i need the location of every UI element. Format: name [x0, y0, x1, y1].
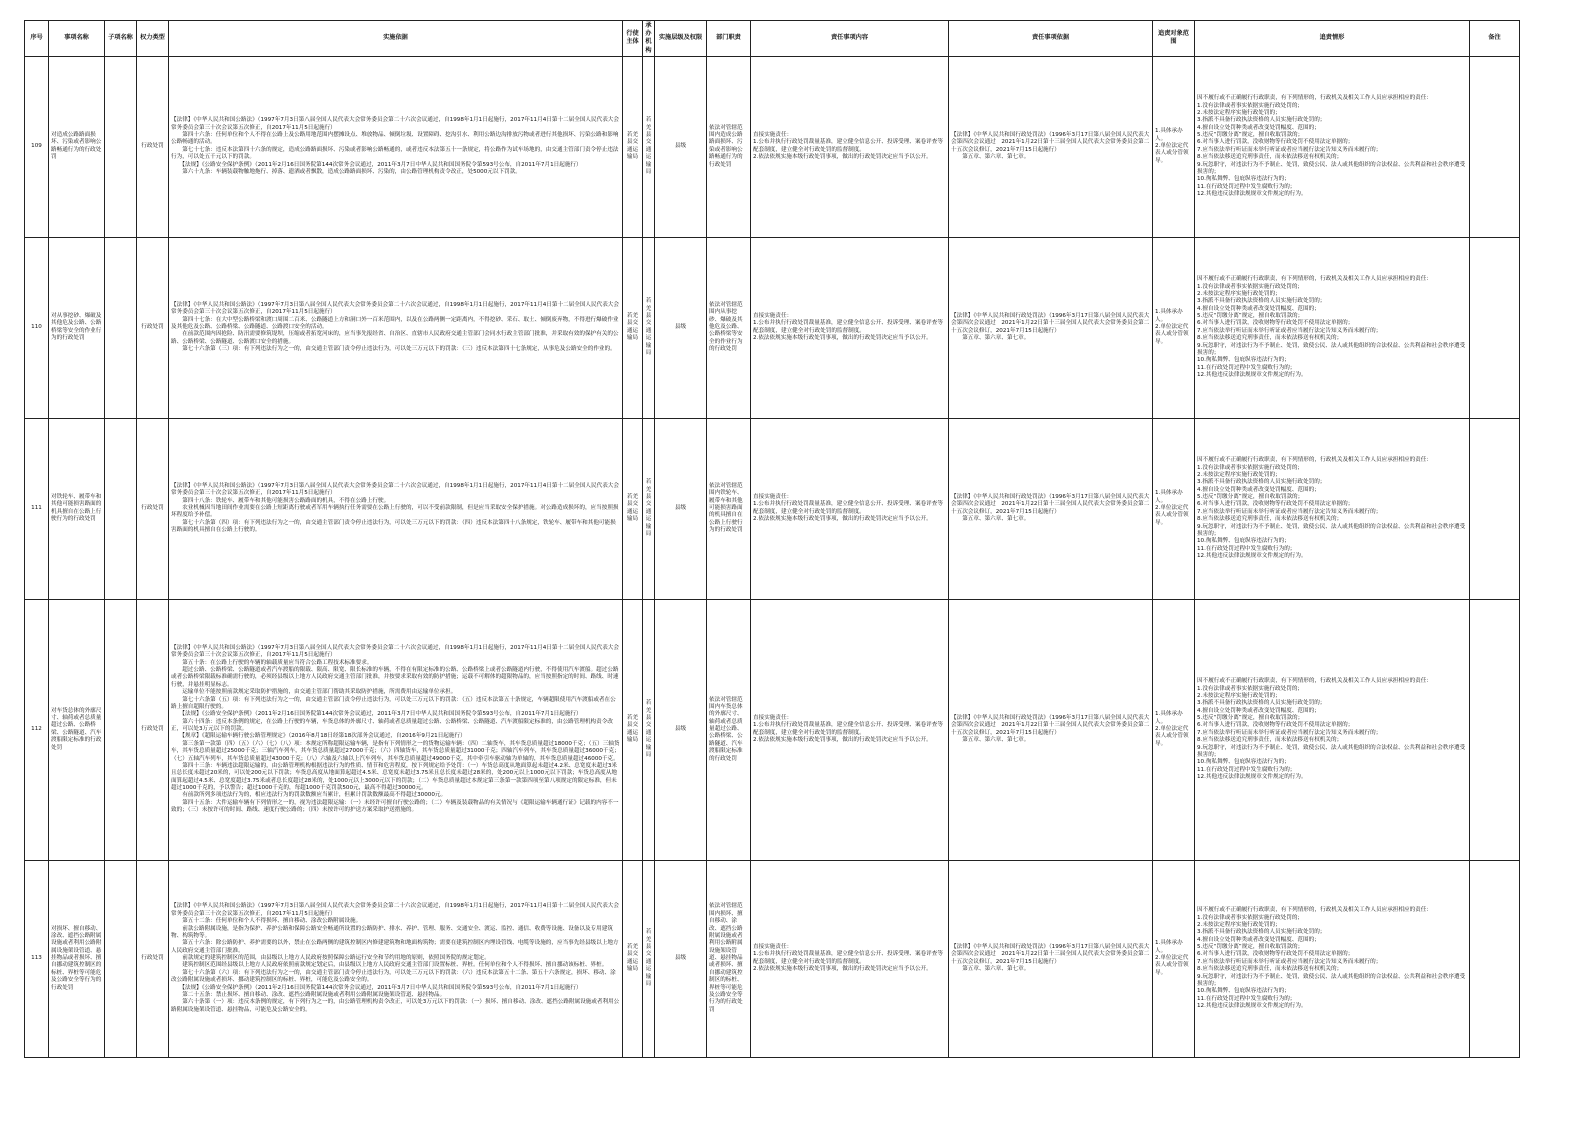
- table-row: [25, 860, 1520, 1057]
- accountability-cases: 因不履行或不正确履行行政职责，有下列情形的，行政机关及相关工作人员应承担相应的责任： 1.没有法律或者事实依据实施行政处罚的； 2.未按法定程序实施行政处罚的； 3.指派不具备行政执法资格的人员实施行政处罚的； 4.擅自设立处罚种类或者改变处罚幅度、范围的； 5.违反“罚缴分离”规定，擅自收取罚款的； 6.对当事人进行罚款，没收财物等行政处罚不使用法定单据的； 7.应当依法举行听证而未举行听证或者应当履行法定告知义务而未履行的； 8.应当依法移送追究刑事责任，而未依法移送有权机关的； 9.玩忽职守，对违法行为不予制止、处罚，致使公民、法人或其他组织的合法权益、公共利益和社会秩序遭受损害的； 10.徇私舞弊、包庇纵容违法行为的； 11.在行政处罚过程中发生腐败行为的； 12.其他违反法律法规规章文件规定的行为。: [1195, 418, 1470, 599]
- item-name: 对铁轮车、履带车和其他可能损害路面的机具擅自在公路上行驶行为的行政处罚: [49, 418, 105, 599]
- legal-basis: 【法律】《中华人民共和国公路法》（1997年7月3日第八届全国人民代表大会常务委员会第二十六次会议通过，自1998年1月1日起施行，2017年11月4日第十二届全国人民代表大会常务委员会第三十次会议第五次修正，自2017年11月5日起施行） 第四十七条：在大中型公路桥梁和渡口周围二百米、公路隧道上方和洞口外一百米范围内，以及在公路两侧一定距离内，不得挖砂、采石、取土、倾倒废弃物，不得进行爆破作业及其他危及公路、公路桥梁、公路隧道、公路渡口安全的活动。 在前款范围内因抢险、防汛需要修筑堤坝，压缩或者拓宽河床的，应当事先报经省、自治区、直辖市人民政府交通主管部门会同水行政主管部门批准，并采取有效的保护有关的公路、公路桥梁、公路隧道、公路渡口安全的措施。 第七十六条第（三）项：有下列违法行为之一的，由交通主管部门责令停止违法行为，可以处三万元以下的罚款：（三）违反本法第四十七条规定，从事危及公路安全的作业的。: [169, 237, 623, 418]
- handling-organ: 若羌县交通运输局: [643, 860, 655, 1057]
- power-type: 行政处罚: [137, 237, 169, 418]
- handling-organ: 若羌县交通运输局: [643, 237, 655, 418]
- responsibility-basis: 【法律】《中华人民共和国行政处罚法》（1996年3月17日第八届全国人民代表大会第四次会议通过 2021年1月22日第十三届全国人民代表大会常务委员会第二十五次会议修订，2021年7月15日起施行） 第五章、第六章、第七章。: [949, 56, 1153, 237]
- responsibility-content: 直接实施责任： 1.公布并执行行政处罚裁量基准，建立健全信息公开、投诉受理、案卷评查等配套制度，建立健全对行政处罚的监督制度。 2.依法依规实施本级行政处罚事项，做出的行政处罚决定应当予以公开。: [751, 599, 949, 860]
- handling-organ: 若羌县交通运输局: [643, 418, 655, 599]
- header-cell: 权力类型: [137, 21, 169, 57]
- sub-item-name: [105, 860, 137, 1057]
- item-name: 对从事挖砂、爆破及其他危及公路、公路桥梁等安全的作业行为的行政处罚: [49, 237, 105, 418]
- legal-basis: 【法律】《中华人民共和国公路法》（1997年7月3日第八届全国人民代表大会常务委员会第二十六次会议通过，自1998年1月1日起施行，2017年11月4日第十二届全国人民代表大会常务委员会第三十次会议第五次修正，自2017年11月5日起施行） 第五十二条：任何单位和个人不得损坏、擅自移动、涂改公路附属设施。 前款公路附属设施，是指为保护、养护公路和保障公路安全畅通所设置的公路防护、排水、养护、管理、服务、交通安全、渡运、监控、通信、收费等设施、设备以及专用建筑物、构筑物等。 第五十六条：除公路防护、养护需要的以外，禁止在公路两侧的建筑控制区内修建建筑物和地面构筑物；需要在建筑控制区内埋设管线、电缆等设施的，应当事先经县级以上地方人民政府交通主管部门批准。 前款规定的建筑控制区的范围，由县级以上地方人民政府按照保障公路运行安全和节约用地的原则，依照国务院的规定划定。 建筑控制区范围经县级以上地方人民政府依照前款规定划定后，由县级以上地方人民政府交通主管部门设置标桩、界桩。任何单位和个人不得损坏、擅自挪动该标桩、界桩。 第七十六条第（六）项：有下列违法行为之一的，由交通主管部门责令停止违法行为，可以处三万元以下的罚款：（六）违反本法第五十二条、第五十六条规定，损坏、移动、涂改公路附属设施或者损坏、挪动建筑控制区的标桩、界桩，可能危及公路安全的。 【法规】《公路安全保护条例》（2011年2月16日国务院第144次常务会议通过，2011年3月7日中华人民共和国国务院令第593号公布，自2011年7月1日起施行） 第二十五条：禁止损坏、擅自移动、涂改、遮挡公路附属设施或者利用公路附属设施架设管道、悬挂物品。 第六十条第（一）项：违反本条例的规定，有下列行为之一的，由公路管理机构责令改正，可以处3万元以下的罚款：（一）损坏、擅自移动、涂改、遮挡公路附属设施或者利用公路附属设施架设管道、悬挂物品，可能危及公路安全的。: [169, 860, 623, 1057]
- remarks: [1470, 599, 1520, 860]
- accountability-scope: 1.具体承办人。 2.单位法定代表人或分管领导。: [1153, 599, 1195, 860]
- level-label: 县级: [674, 505, 687, 512]
- responsibility-basis: 【法律】《中华人民共和国行政处罚法》（1996年3月17日第八届全国人民代表大会第四次会议通过 2021年1月22日第十三届全国人民代表大会常务委员会第二十五次会议修订，2021年7月15日起施行） 第五章、第六章、第七章。: [949, 599, 1153, 860]
- header-cell: 实施依据: [169, 21, 623, 57]
- responsibility-content: 直接实施责任： 1.公布并执行行政处罚裁量基准，建立健全信息公开、投诉受理、案卷评查等配套制度，建立健全对行政处罚的监督制度。 2.依法依规实施本级行政处罚事项，做出的行政处罚决定应当予以公开。: [751, 237, 949, 418]
- legal-basis: 【法律】《中华人民共和国公路法》（1997年7月3日第八届全国人民代表大会常务委员会第二十六次会议通过，自1998年1月1日起施行，2017年11月4日第十二届全国人民代表大会常务委员会第三十次会议第五次修正，自2017年11月5日起施行） 第四十六条：任何单位和个人不得在公路上及公路用地范围内摆摊设点、堆放物品、倾倒垃圾、设置障碍、挖沟引水、利用公路边沟排放污物或者进行其他损坏、污染公路和影响公路畅通的活动。 第七十七条：违反本法第四十六条的规定，造成公路路面损坏、污染或者影响公路畅通的，或者违反本法第五十一条规定，将公路作为试车场地的，由交通主管部门责令停止违法行为，可以处五千元以下的罚款。 【法规】《公路安全保护条例》（2011年2月16日国务院第144次常务会议通过，2011年3月7日中华人民共和国国务院令第593号公布，自2011年7月1日起施行） 第六十九条：车辆装载物触地拖行、掉落、遗洒或者飘散，造成公路路面损坏、污染的，由公路管理机构责令改正，处5000元以下罚款。: [169, 56, 623, 237]
- responsibility-table: [24, 20, 1520, 1058]
- accountability-scope: 1.具体承办人。 2.单位法定代表人或分管领导。: [1153, 56, 1195, 237]
- accountability-cases: 因不履行或不正确履行行政职责，有下列情形的，行政机关及相关工作人员应承担相应的责任： 1.没有法律或者事实依据实施行政处罚的； 2.未按法定程序实施行政处罚的； 3.指派不具备行政执法资格的人员实施行政处罚的； 4.擅自设立处罚种类或者改变处罚幅度、范围的； 5.违反“罚缴分离”规定，擅自收取罚款的； 6.对当事人进行罚款，没收财物等行政处罚不使用法定单据的； 7.应当依法举行听证而未举行听证或者应当履行法定告知义务而未履行的； 8.应当依法移送追究刑事责任，而未依法移送有权机关的； 9.玩忽职守，对违法行为不予制止、处罚，致使公民、法人或其他组织的合法权益、公共利益和社会秩序遭受损害的； 10.徇私舞弊、包庇纵容违法行为的； 11.在行政处罚过程中发生腐败行为的； 12.其他违反法律法规规章文件规定的行为。: [1195, 860, 1470, 1057]
- item-name: 对损坏、擅自移动、涂改、遮挡公路附属设施或者利用公路附属设施架设管道、悬挂物品或者损坏、擅自挪动建筑控制区的标桩、界桩等可能危及公路安全等行为的行政处罚: [49, 860, 105, 1057]
- department-duty: 依法对管辖范围内从事挖砂、爆破及其他危及公路、公路桥梁等安全的作业行为的行政处罚: [707, 237, 751, 418]
- sub-item-name: [105, 418, 137, 599]
- sub-item-name: [105, 599, 137, 860]
- header-cell: 追责对象范围: [1153, 21, 1195, 57]
- responsibility-basis: 【法律】《中华人民共和国行政处罚法》（1996年3月17日第八届全国人民代表大会第四次会议通过 2021年1月22日第十三届全国人民代表大会常务委员会第二十五次会议修订，2021年7月15日起施行） 第五章、第六章、第七章。: [949, 860, 1153, 1057]
- responsibility-content: 直接实施责任： 1.公布并执行行政处罚裁量基准，建立健全信息公开、投诉受理、案卷评查等配套制度，建立健全对行政处罚的监督制度。 2.依法依规实施本级行政处罚事项，做出的行政处罚决定应当予以公开。: [751, 418, 949, 599]
- table-row: [25, 599, 1520, 860]
- item-number: 111: [25, 418, 49, 599]
- remarks: [1470, 418, 1520, 599]
- item-name: 对造成公路路面损坏、污染或者影响公路畅通行为的行政处罚: [49, 56, 105, 237]
- remarks: [1470, 56, 1520, 237]
- exercising-subject: 若羌县交通运输局: [623, 418, 643, 599]
- power-type: 行政处罚: [137, 860, 169, 1057]
- accountability-scope: 1.具体承办人。 2.单位法定代表人或分管领导。: [1153, 418, 1195, 599]
- legal-basis: 【法律】《中华人民共和国公路法》（1997年7月3日第八届全国人民代表大会常务委员会第二十六次会议通过，自1998年1月1日起施行，2017年11月4日第十二届全国人民代表大会常务委员会第三十次会议第五次修正，自2017年11月5日起施行） 第四十八条：铁轮车、履带车和其他可能损害公路路面的机具，不得在公路上行驶。 农业机械因当地田间作业需要在公路上短距离行驶或者军用车辆执行任务需要在公路上行驶的，可以不受前款限制，但是应当采取安全保护措施。对公路造成损坏的，应当按照损坏程度给予补偿。 第七十六条第（四）项：有下列违法行为之一的，由交通主管部门责令停止违法行为，可以处三万元以下的罚款：（四）违反本法第四十八条规定，铁轮车、履带车和其他可能损害路面的机具擅自在公路上行驶的。: [169, 418, 623, 599]
- table-row: [25, 56, 1520, 237]
- exercising-subject: 若羌县交通运输局: [623, 56, 643, 237]
- level-label: 县级: [674, 726, 687, 733]
- department-duty: 依法对管辖范围内车货总体的外廓尺寸、轴荷或者总质量超过公路、公路桥梁、公路隧道、汽车渡船限定标准的行政处罚: [707, 599, 751, 860]
- header-cell: 责任事项依据: [949, 21, 1153, 57]
- implementation-level: [655, 418, 707, 599]
- table-row: [25, 237, 1520, 418]
- exercising-subject: 若羌县交通运输局: [623, 599, 643, 860]
- remarks: [1470, 860, 1520, 1057]
- level-label: 县级: [674, 143, 687, 150]
- department-duty: 依法对管辖范围内造成公路路面损坏、污染或者影响公路畅通行为的行政处罚: [707, 56, 751, 237]
- table-row: [25, 418, 1520, 599]
- department-duty: 依法对管辖范围内铁轮车、履带车和其他可能损害路面的机具擅自在公路上行驶行为的行政处罚: [707, 418, 751, 599]
- item-number: 113: [25, 860, 49, 1057]
- handling-organ: 若羌县交通运输局: [643, 56, 655, 237]
- responsibility-content: 直接实施责任： 1.公布并执行行政处罚裁量基准，建立健全信息公开、投诉受理、案卷评查等配套制度，建立健全对行政处罚的监督制度。 2.依法依规实施本级行政处罚事项，做出的行政处罚决定应当予以公开。: [751, 56, 949, 237]
- sub-item-name: [105, 237, 137, 418]
- remarks: [1470, 237, 1520, 418]
- implementation-level: [655, 56, 707, 237]
- responsibility-basis: 【法律】《中华人民共和国行政处罚法》（1996年3月17日第八届全国人民代表大会第四次会议通过 2021年1月22日第十三届全国人民代表大会常务委员会第二十五次会议修订，2021年7月15日起施行） 第五章、第六章、第七章。: [949, 418, 1153, 599]
- sub-item-name: [105, 56, 137, 237]
- accountability-scope: 1.具体承办人。 2.单位法定代表人或分管领导。: [1153, 860, 1195, 1057]
- power-type: 行政处罚: [137, 418, 169, 599]
- item-name: 对车货总体的外廓尺寸、轴荷或者总质量超过公路、公路桥梁、公路隧道、汽车渡船限定标准的行政处罚: [49, 599, 105, 860]
- responsibility-basis: 【法律】《中华人民共和国行政处罚法》（1996年3月17日第八届全国人民代表大会第四次会议通过 2021年1月22日第十三届全国人民代表大会常务委员会第二十五次会议修订，2021年7月15日起施行） 第五章、第六章、第七章。: [949, 237, 1153, 418]
- accountability-cases: 因不履行或不正确履行行政职责，有下列情形的，行政机关及相关工作人员应承担相应的责任： 1.没有法律或者事实依据实施行政处罚的； 2.未按法定程序实施行政处罚的； 3.指派不具备行政执法资格的人员实施行政处罚的； 4.擅自设立处罚种类或者改变处罚幅度、范围的； 5.违反“罚缴分离”规定，擅自收取罚款的； 6.对当事人进行罚款，没收财物等行政处罚不使用法定单据的； 7.应当依法举行听证而未举行听证或者应当履行法定告知义务而未履行的； 8.应当依法移送追究刑事责任，而未依法移送有权机关的； 9.玩忽职守，对违法行为不予制止、处罚，致使公民、法人或其他组织的合法权益、公共利益和社会秩序遭受损害的； 10.徇私舞弊、包庇纵容违法行为的； 11.在行政处罚过程中发生腐败行为的； 12.其他违反法律法规规章文件规定的行为。: [1195, 599, 1470, 860]
- header-cell: 责任事项内容: [751, 21, 949, 57]
- handling-organ: 若羌县交通运输局: [643, 599, 655, 860]
- accountability-cases: 因不履行或不正确履行行政职责，有下列情形的，行政机关及相关工作人员应承担相应的责任： 1.没有法律或者事实依据实施行政处罚的； 2.未按法定程序实施行政处罚的； 3.指派不具备行政执法资格的人员实施行政处罚的； 4.擅自设立处罚种类或者改变处罚幅度、范围的； 5.违反“罚缴分离”规定，擅自收取罚款的； 6.对当事人进行罚款，没收财物等行政处罚不使用法定单据的； 7.应当依法举行听证而未举行听证或者应当履行法定告知义务而未履行的； 8.应当依法移送追究刑事责任，而未依法移送有权机关的； 9.玩忽职守，对违法行为不予制止、处罚，致使公民、法人或其他组织的合法权益、公共利益和社会秩序遭受损害的； 10.徇私舞弊、包庇纵容违法行为的； 11.在行政处罚过程中发生腐败行为的； 12.其他违反法律法规规章文件规定的行为。: [1195, 237, 1470, 418]
- header-cell: 追责情形: [1195, 21, 1470, 57]
- header-cell: 实施层级及权限: [655, 21, 707, 57]
- header-cell: 行使主体: [623, 21, 643, 57]
- department-duty: 依法对管辖范围内损坏、擅自移动、涂改、遮挡公路附属设施或者利用公路附属设施架设管道、悬挂物品或者损坏、擅自挪动建筑控制区的标桩、界桩等可能危及公路安全等行为的行政处罚: [707, 860, 751, 1057]
- implementation-level: [655, 599, 707, 860]
- legal-basis: 【法律】《中华人民共和国公路法》（1997年7月3日第八届全国人民代表大会常务委员会第二十六次会议通过，自1998年1月1日起施行，2017年11月4日第十二届全国人民代表大会常务委员会第三十次会议第五次修正，自2017年11月5日起施行） 第五十条：在公路上行驶的车辆的轴载质量应当符合公路工程技术标准要求。 超过公路、公路桥梁、公路隧道或者汽车渡船的限载、限高、限宽、限长标准的车辆，不得在有限定标准的公路、公路桥梁上或者公路隧道内行驶，不得使用汽车渡船。超过公路或者公路桥梁限载标准确需行驶的，必须经县级以上地方人民政府交通主管部门批准，并按要求采取有效的防护措施；运载不可解体的超限物品的，应当按照指定的时间、路线、时速行驶，并悬挂明显标志。 运输单位不能按照前款规定采取防护措施的，由交通主管部门帮助其采取防护措施，所需费用由运输单位承担。 第七十六条第（五）项：有下列违法行为之一的，由交通主管部门责令停止违法行为，可以处三万元以下的罚款：（五）违反本法第五十条规定，车辆超限使用汽车渡船或者在公路上擅自超限行驶的。 【法规】《公路安全保护条例》（2011年2月16日国务院第144次常务会议通过，2011年3月7日中华人民共和国国务院令第593号公布，自2011年7月1日起施行） 第六十四条：违反本条例的规定，在公路上行驶的车辆，车货总体的外廓尺寸、轴荷或者总质量超过公路、公路桥梁、公路隧道、汽车渡船限定标准的，由公路管理机构责令改正，可以处3万元以下的罚款。 【规章】《超限运输车辆行驶公路管理规定》（2016年8月18日经第18次部务会议通过，自2016年9月21日起施行） 第三条第一款第（四）（五）（六）（七）（八）项：本规定所称超限运输车辆，是指有下列情形之一的货物运输车辆：（四）二轴货车，其车货总质量超过18000千克；（五）三轴货车，其车货总质量超过25000千克；三轴汽车列车，其车货总质量超过27000千克；（六）四轴货车，其车货总质量超过31000千克；四轴汽车列车，其车货总质量超过36000千克；（七）五轴汽车列车，其车货总质量超过43000千克；（八）六轴及六轴以上汽车列车，其车货总质量超过49000千克，其中牵引车驱动轴为单轴的，其车货总质量超过46000千克。 第四十三条：车辆违法超限运输的，由公路管理机构根据违法行为的性质、情节和危害程度，按下列规定给予处罚：（一）车货总高度从地面算起未超过4.2米、总宽度未超过3米且总长度未超过20米的，可以处200元以下罚款；车货总高度从地面算起超过4.5米、总宽度未超过3.75米且总长度未超过28米的，处200元以上1000元以下罚款；车货总高度从地面算起超过4.5米、总宽度超过3.75米或者总长度超过28米的，处1000元以上3000元以下的罚款；（二）车货总质量超过本规定第三条第一款第四项至第八项规定的限定标准，但未超过1000千克的，予以警告；超过1000千克的，每超1000千克罚款500元，最高不得超过30000元。 有前款所列多项违法行为的，相应违法行为的罚款数额应当累计，但累计罚款数额最高不得超过30000元。 第四十五条：大件运输车辆有下列情形之一的，视为违法超限运输：（一）未经许可擅自行驶公路的；（二）车辆及装载物品的有关情况与《超限运输车辆通行证》记载的内容不一致的；（三）未按许可的时间、路线、速度行驶公路的；（四）未按许可的护送方案采取护送措施的。: [169, 599, 623, 860]
- power-type: 行政处罚: [137, 56, 169, 237]
- item-number: 110: [25, 237, 49, 418]
- implementation-level: [655, 860, 707, 1057]
- accountability-scope: 1.具体承办人。 2.单位法定代表人或分管领导。: [1153, 237, 1195, 418]
- header-cell: 备注: [1470, 21, 1520, 57]
- implementation-level: [655, 237, 707, 418]
- header-cell: 部门职责: [707, 21, 751, 57]
- exercising-subject: 若羌县交通运输局: [623, 237, 643, 418]
- exercising-subject: 若羌县交通运输局: [623, 860, 643, 1057]
- header-cell: 序号: [25, 21, 49, 57]
- level-label: 县级: [674, 324, 687, 331]
- level-label: 县级: [674, 955, 687, 962]
- item-number: 109: [25, 56, 49, 237]
- item-number: 112: [25, 599, 49, 860]
- header-cell: 承办机构: [643, 21, 655, 57]
- responsibility-content: 直接实施责任： 1.公布并执行行政处罚裁量基准，建立健全信息公开、投诉受理、案卷评查等配套制度，建立健全对行政处罚的监督制度。 2.依法依规实施本级行政处罚事项，做出的行政处罚决定应当予以公开。: [751, 860, 949, 1057]
- header-cell: 子项名称: [105, 21, 137, 57]
- header-cell: 事项名称: [49, 21, 105, 57]
- table-header-row: [25, 21, 1520, 57]
- accountability-cases: 因不履行或不正确履行行政职责，有下列情形的，行政机关及相关工作人员应承担相应的责任： 1.没有法律或者事实依据实施行政处罚的； 2.未按法定程序实施行政处罚的； 3.指派不具备行政执法资格的人员实施行政处罚的； 4.擅自设立处罚种类或者改变处罚幅度、范围的； 5.违反“罚缴分离”规定，擅自收取罚款的； 6.对当事人进行罚款，没收财物等行政处罚不使用法定单据的； 7.应当依法举行听证而未举行听证或者应当履行法定告知义务而未履行的； 8.应当依法移送追究刑事责任，而未依法移送有权机关的； 9.玩忽职守，对违法行为不予制止、处罚，致使公民、法人或其他组织的合法权益、公共利益和社会秩序遭受损害的； 10.徇私舞弊、包庇纵容违法行为的； 11.在行政处罚过程中发生腐败行为的； 12.其他违反法律法规规章文件规定的行为。: [1195, 56, 1470, 237]
- power-type: 行政处罚: [137, 599, 169, 860]
